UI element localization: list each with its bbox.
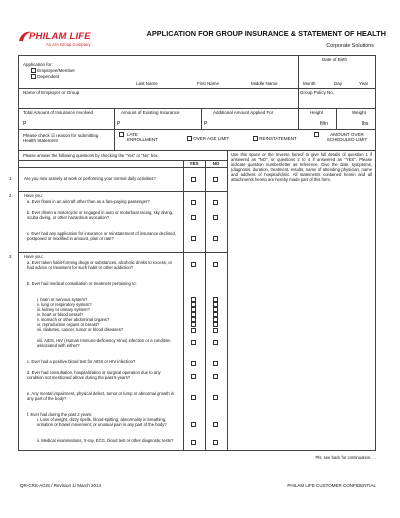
over-amount-label: AMOUNT OVER SCHEDULED LIMIT — [326, 132, 368, 143]
q3c-text: c. Ever had a positive blood test for AIDS or HIV infection? — [27, 359, 136, 364]
q3b-vi-no-checkbox[interactable] — [213, 322, 218, 327]
q2a-text: a. Ever flown in an aircraft other than as a fare-paying passenger? — [27, 199, 150, 204]
q3a-text: a. Ever taken habit-forming drugs or substances, alcoholic drinks to excess, or had advice or treatment for such habit or other addiction? — [27, 260, 173, 271]
dependent-label: Dependent — [37, 74, 60, 79]
reason-over-age[interactable] — [187, 136, 229, 141]
q3f-i-no-checkbox[interactable] — [213, 422, 218, 427]
q3b-vii-no-checkbox[interactable] — [213, 328, 218, 333]
weight-unit: lbs — [362, 121, 369, 127]
q3d-no-checkbox[interactable] — [213, 374, 218, 379]
late-enrollment-checkbox[interactable] — [119, 132, 124, 137]
questions-instruction: Please answer the following questions by checking the "Yes" or "No" box. — [23, 153, 159, 158]
q3b-vi-yes-checkbox[interactable] — [191, 322, 196, 327]
q3b-i-text: i. brain or nervous system? — [37, 297, 88, 302]
logo-text: PHILAM LIFE — [29, 31, 91, 42]
q3-text: Have you: — [24, 254, 43, 259]
form-subtitle: Corporate Solutions — [326, 43, 374, 49]
q3b-text: b. Ever had medical consultation or treatment pertaining to: — [27, 281, 137, 286]
dependent-checkbox[interactable] — [31, 74, 36, 79]
q3f-i-yes-checkbox[interactable] — [191, 422, 196, 427]
q3b-ii-text: ii. lung or respiratory system? — [37, 302, 92, 307]
reason-label: Please check ☑ reason for submitting Health Statement — [23, 133, 99, 144]
confidential-notice: PHILAM LIFE CUSTOMER CONFIDENTIAL — [287, 483, 376, 488]
q1-yes-checkbox[interactable] — [191, 177, 196, 182]
q2b-text: b. Ever driven a motorcycle or engaged in auto or motorboat racing, sky diving, scuba diving, or other hazardous avocation? — [27, 210, 174, 221]
q3b-viii-no-checkbox[interactable] — [213, 340, 218, 345]
q2b-yes-checkbox[interactable] — [191, 215, 196, 220]
form-title: APPLICATION FOR GROUP INSURANCE & STATEMENT OF HEALTH — [146, 29, 386, 38]
logo-subtext: An AIA Group Company — [46, 42, 91, 47]
additional-amount-label: Additional Amount Applied For — [213, 110, 274, 115]
q3e-text: e. Any mental impairment, physical defect, tumor or lump or abnormal growth in any part of the body? — [27, 391, 175, 402]
company-logo — [16, 29, 91, 51]
q2b-no-checkbox[interactable] — [213, 215, 218, 220]
dob-day-label: Day — [334, 81, 343, 86]
q3b-v-text: v. stomach or other abdominal organs? — [37, 317, 110, 322]
existing-amount-currency: P — [117, 121, 121, 127]
yes-column-header: YES — [189, 161, 199, 166]
total-amount-label: Total Amount of Insurance Involved — [23, 110, 94, 115]
employee-checkbox[interactable] — [31, 68, 36, 73]
q2c-text: c. Ever had any application for insurance or reinstatement of insurance declined, postponed or modified in amount, plan or rate? — [27, 231, 176, 242]
group-policy-label: Group Policy No. — [300, 90, 335, 95]
form-id: QR-CRS-AGIS / Revision 1/ March 2014 — [20, 483, 102, 488]
q3b-viii-text: viii. AIDS, HIV (Human Immuno-deficiency Virus) infection or a condition associated with either? — [37, 338, 171, 349]
total-amount-currency: P — [23, 121, 27, 127]
dob-month-label: Month — [303, 81, 316, 86]
q3b-vi-text: vi. reproductive organs or breast? — [37, 322, 100, 327]
additional-amount-currency: P — [204, 121, 208, 127]
q3e-yes-checkbox[interactable] — [191, 395, 196, 400]
over-age-label: OVER AGE LIMIT — [193, 136, 230, 141]
q3b-iii-text: iii. kidney or urinary system? — [37, 307, 90, 312]
height-label: Height — [310, 110, 324, 115]
no-column-header: NO — [212, 161, 220, 166]
q2-number: 2. — [9, 193, 13, 198]
height-unit: ft/in — [320, 121, 329, 127]
q3f-ii-no-checkbox[interactable] — [213, 440, 218, 445]
q2c-no-checkbox[interactable] — [213, 236, 218, 241]
q3f-text: f. Ever had during the past 2 years: — [27, 412, 93, 417]
middle-name-label: Middle Name — [251, 81, 278, 86]
q3f-ii-yes-checkbox[interactable] — [191, 440, 196, 445]
q3b-vii-text: vii. diabetes, cancer, tumor or blood diseases? — [37, 327, 124, 332]
q2a-no-checkbox[interactable] — [213, 200, 218, 205]
over-age-checkbox[interactable] — [187, 136, 192, 141]
existing-amount-label: Amount of Existing Insurance — [121, 110, 180, 115]
late-enrollment-label: LATE ENROLLMENT — [127, 132, 158, 143]
q3c-no-checkbox[interactable] — [213, 361, 218, 366]
q1-text: Are you now actively at work or performing your normal daily activities? — [24, 176, 156, 181]
q2c-yes-checkbox[interactable] — [191, 236, 196, 241]
first-name-label: First Name — [197, 81, 220, 86]
q3c-yes-checkbox[interactable] — [191, 361, 196, 366]
weight-label: Weight — [352, 110, 366, 115]
details-instruction: Use this space or the reverse hereof to give full details of question 1 if answered as "NO", or questions 2 to 4 if answered as "YES". Please indicate question number/letter as reference. Give the date, symptoms, (diagnosis, duration, treatment, results, name of attending physician, name and address of hospital/clinic. All statements contained herein and all attachments hereto are hereby made part of this form. — [231, 152, 372, 183]
employer-name-label: Name of Employer or Group — [23, 90, 80, 95]
option-employee[interactable] — [31, 68, 75, 73]
option-dependent[interactable] — [31, 74, 59, 79]
q3e-no-checkbox[interactable] — [213, 395, 218, 400]
date-of-birth-label: Date of Birth — [322, 57, 348, 62]
q3f-i-text: i. Loss of weight, dizzy spells, blood-spitting, abnormality in breathing, urination or bowel movement; or unusual pain in any part of the body? — [37, 417, 167, 428]
over-amount-checkbox[interactable] — [314, 132, 319, 137]
q3d-text: d. Ever had consultation, hospitalization or surgical operation due to any condition not mentioned above during the past 5 years? — [27, 370, 161, 381]
q3b-iv-text: iv. heart or blood vessel? — [37, 312, 84, 317]
q2-text: Have you: — [24, 193, 43, 198]
last-name-label: Last Name — [136, 81, 158, 86]
q2a-yes-checkbox[interactable] — [191, 200, 196, 205]
q3f-ii-text: ii. Medical examinations, X-ray, ECG, blood test or other diagnostic tests? — [37, 438, 174, 443]
q3-number: 3. — [9, 254, 13, 259]
q3d-yes-checkbox[interactable] — [191, 374, 196, 379]
q3a-yes-checkbox[interactable] — [191, 262, 196, 267]
q3a-no-checkbox[interactable] — [213, 262, 218, 267]
continuation-note: Pls. see back for continuation. . . — [315, 455, 376, 460]
q3b-viii-yes-checkbox[interactable] — [191, 340, 196, 345]
reinstatement-checkbox[interactable] — [253, 136, 258, 141]
q3b-vii-yes-checkbox[interactable] — [191, 328, 196, 333]
dob-year-label: Year — [359, 81, 369, 86]
q1-number: 1. — [9, 176, 13, 181]
reinstatement-label: REINSTATEMENT — [259, 136, 297, 141]
reason-reinstatement[interactable] — [253, 136, 297, 141]
application-for-label: Application for: — [23, 62, 53, 67]
q1-no-checkbox[interactable] — [213, 177, 218, 182]
employee-label: Employee/Member — [37, 68, 76, 73]
